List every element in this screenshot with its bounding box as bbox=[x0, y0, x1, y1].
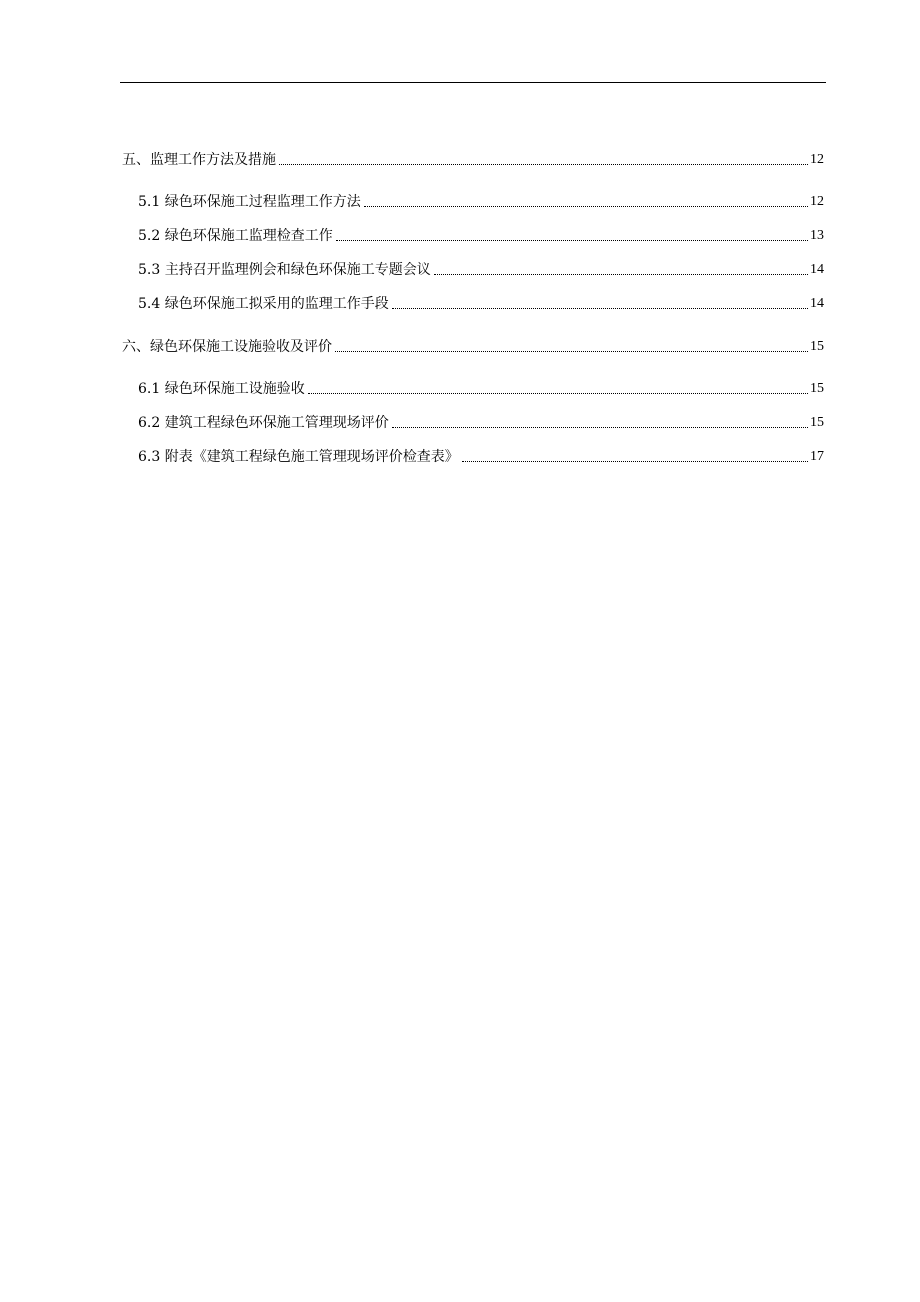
toc-entry-label: 6.1 绿色环保施工设施验收 bbox=[138, 381, 305, 397]
toc-dot-leader bbox=[308, 393, 808, 394]
toc-entry-6-3[interactable] bbox=[138, 447, 824, 467]
toc-page-number: 17 bbox=[810, 449, 824, 464]
toc-page-number: 14 bbox=[810, 296, 824, 311]
toc-entry-6-1[interactable] bbox=[138, 379, 824, 399]
toc-entry-label: 5.2 绿色环保施工监理检查工作 bbox=[138, 228, 333, 244]
toc-entry-chapter-6[interactable] bbox=[122, 337, 824, 357]
toc-page-number: 15 bbox=[810, 339, 824, 354]
toc-entry-label: 六、绿色环保施工设施验收及评价 bbox=[122, 339, 332, 355]
toc-dot-leader bbox=[336, 240, 808, 241]
toc-entry-chapter-5[interactable] bbox=[122, 150, 824, 170]
toc-entry-5-2[interactable] bbox=[138, 226, 824, 246]
toc-page-number: 13 bbox=[810, 228, 824, 243]
toc-page-number: 12 bbox=[810, 194, 824, 209]
toc-page-number: 14 bbox=[810, 262, 824, 277]
toc-entry-label: 5.1 绿色环保施工过程监理工作方法 bbox=[138, 194, 361, 210]
toc-dot-leader bbox=[279, 164, 808, 165]
toc-entry-5-1[interactable] bbox=[138, 192, 824, 212]
toc-entry-5-4[interactable] bbox=[138, 294, 824, 314]
toc-page-number: 15 bbox=[810, 381, 824, 396]
toc-dot-leader bbox=[462, 461, 808, 462]
toc-dot-leader bbox=[434, 274, 808, 275]
toc-entry-label: 6.2 建筑工程绿色环保施工管理现场评价 bbox=[138, 415, 389, 431]
toc-page-number: 12 bbox=[810, 152, 824, 167]
toc-entry-label: 6.3 附表《建筑工程绿色施工管理现场评价检查表》 bbox=[138, 449, 459, 465]
toc-page-number: 15 bbox=[810, 415, 824, 430]
toc-entry-label: 5.3 主持召开监理例会和绿色环保施工专题会议 bbox=[138, 262, 431, 278]
toc-dot-leader bbox=[392, 427, 808, 428]
toc-entry-5-3[interactable] bbox=[138, 260, 824, 280]
toc-entry-6-2[interactable] bbox=[138, 413, 824, 433]
toc-entry-label: 五、监理工作方法及措施 bbox=[122, 152, 276, 168]
toc-dot-leader bbox=[364, 206, 808, 207]
toc-dot-leader bbox=[335, 351, 808, 352]
toc-dot-leader bbox=[392, 308, 808, 309]
toc-entry-label: 5.4 绿色环保施工拟采用的监理工作手段 bbox=[138, 296, 389, 312]
